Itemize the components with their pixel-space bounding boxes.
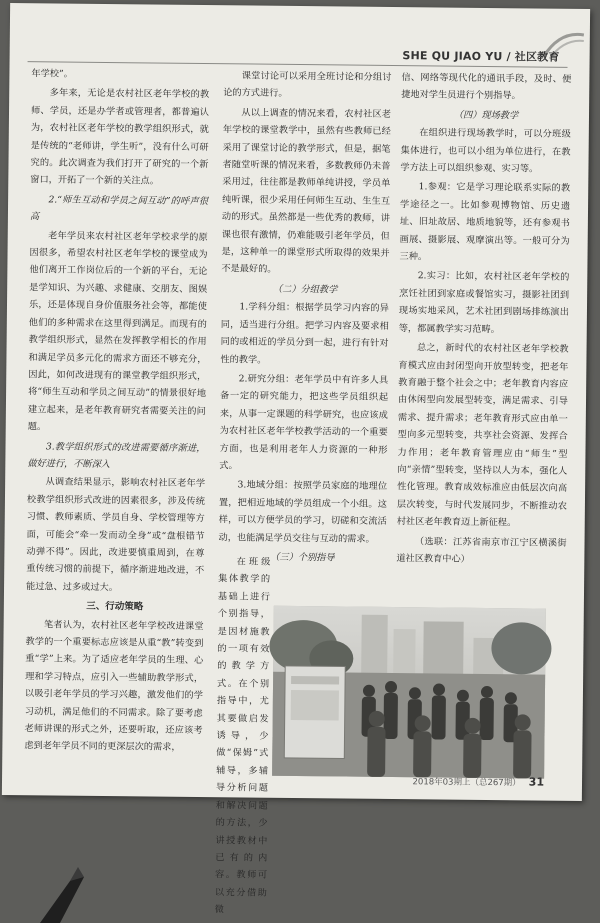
paragraph: 多年来，无论是农村社区老年学校的教师、学员，还是办学者或管理者，都普遍认为，农村社区老年学校的教学组织形式，就是传统的“老师讲，学生听”，没有什么可研究的。此次调查为我们打开了研究的一个新窗口，开拓了一个新的关注点。 xyxy=(30,87,210,187)
page-footer xyxy=(412,774,544,788)
subheading: （三）个别指导 xyxy=(270,551,335,564)
paragraph: 老年学员来农村社区老年学校求学的原因很多，希望农村社区老年学校的课堂成为他们离开工作岗位后的一个新的平台，无论是学知识、为兴趣、求健康、交朋友、图娱乐，还是体现自身价值服务社会等，都能使他们的多种需求在这里得到满足。而现有的教学组织形式，显然在发挥教学相长的作用和满足学员多元化的需求方面还不够充分，因此，如何改进现有的课堂教学组织形式，将“师生互动和学员之间互动”的情景很好地建立起来，是老年教育研究者需要关注的问题。 xyxy=(27,230,208,433)
subheading: 2.“师生互动和学员之间互动”的呼声很高 xyxy=(29,194,209,223)
paragraph: 信、网络等现代化的通讯手段，及时、便捷地对学生员进行个别指导。 xyxy=(401,72,572,102)
pen-icon xyxy=(0,853,140,923)
journal-page xyxy=(2,3,590,916)
subheading: 3.教学组织形式的改进需要循序渐进，做好进行，不断深入 xyxy=(27,440,206,470)
middle-column xyxy=(218,67,391,568)
author-byline: （选联：江苏省南京市江宁区横溪街道社区教育中心） xyxy=(396,535,567,565)
outdoor-gathering-photo xyxy=(272,606,546,779)
section-heading: 三、行动策略 xyxy=(86,601,144,613)
paragraph: 笔者认为，农村社区老年学校改进课堂教学的一个重要标志应该是从重“教”转变到重“学”上来。为了适应老年学员的生理、心理和学习特点，应引入一些辅助教学形式，以吸引老年学员的学习兴趣，激发他们的学习动机，满足他们的不同需求。除了要考虑老师讲课的形式之外，还要听取，还应该考虑到老年学员不同的更深层次的需求， xyxy=(24,618,204,754)
page-number: 31 xyxy=(528,775,545,789)
paragraph: 2.实习：比如，农村社区老年学校的烹饪社团到家庭或餐馆实习，摄影社团到现场实地采风，艺术社团到剧场排练演出等，都属教学实习范畴。 xyxy=(398,270,570,335)
paragraph: 在班级集体教学的基础上进行个别指导，是因材施教的一项有效的教学方式。在个别指导中，尤其要做启发诱导，少做“保姆”式辅导，多辅导分析问题和解决问题的方法，少讲授教材中已有的内容。教师可以充分借助微 xyxy=(214,556,271,916)
paragraph: 总之，新时代的农村社区老年学校教育模式应由封闭型向开放型转变，把老年教育融于整个社会之中；老年教育内容应由休闲型向发展型转变，满足需求、引导需求、提升需求；老年教育形式应由单一型向多元型转变，共享社会资源、发挥合力作用；老年教育管理应由“师生”型向“亲情”型转变，坚持以人为本，强化人性化管理。教育成效标准应由低层次向高层次转变，与时代发展同步，不断推动农村社区老年教育迈上新征程。 xyxy=(396,342,569,529)
paragraph: 1.学科分组：根据学员学习内容的异同，适当进行分组。把学习内容及要求相同的或相近的学员分到一起，进行有针对性的教学。 xyxy=(220,301,390,366)
middle-column-narrow xyxy=(215,553,271,919)
left-column xyxy=(24,65,209,759)
paragraph: 3.地域分组：按照学员家庭的地理位置，把相近地域的学员组成一个小组。这样，可以方便学员的学习，切磋和交流活动，也能满足学员交往与互动的需求。 xyxy=(218,479,388,545)
paragraph: 2.研究分组：老年学员中有许多人具备一定的研究能力，把这些学员组织起来，从事一定课题的科学研究，也应该成为农村社区老年学校教学活动的一个重要方面，也是利用老年人力资源的一种形式。 xyxy=(219,373,389,472)
paragraph: 课堂讨论可以采用全班讨论和分组讨论的方式进行。 xyxy=(223,70,392,100)
right-column xyxy=(396,69,571,571)
issue-info: 2018年03期上（总267期） xyxy=(412,777,521,789)
paragraph: 从调查结果显示，影响农村社区老年学校教学组织形式改进的因素很多，涉及传统习惯、教师素质、学员自身、学校管理等方面，可能会“牵一发而动全身”或“盘根错节动弹不得”。因此，改进要慎重周到，在尊重传统习惯的前提下，循序渐进地改进，不能过急、过多或过大。 xyxy=(25,476,206,593)
paragraph: 在组织进行现场教学时，可以分班级集体进行，也可以小组为单位进行，在教学方法上可以组织参观、实习等。 xyxy=(400,127,571,175)
paragraph: 1.参观：它是学习理论联系实际的教学途径之一。比如参观博物馆、历史遗址、旧址故居、地质地貌等，还有参观书画展、摄影展、观摩演出等。一般可分为三种。 xyxy=(399,181,571,263)
subheading: （四）现场教学 xyxy=(453,109,519,122)
subheading: （二）分组教学 xyxy=(272,283,338,296)
section-header: SHE QU JIAO YU / 社区教育 xyxy=(402,49,560,64)
paragraph: 从以上调查的情况来看，农村社区老年学校的课堂教学中，虽然有些教师已经采用了课堂讨论的教学形式，但是，据笔者随堂听课的情况来看，多数教师仍未普采用过，往往都是教师单纯讲授，学员单纯听课，很少采用任何师生互动、生生互动的形式。虽然都是一些优秀的教师，讲课也很有激情，仍难能吸引老年学员，但是，这种单一的课堂形式所取得的效果并不是最好的。 xyxy=(221,107,392,276)
paragraph: 年学校”。 xyxy=(31,68,73,80)
